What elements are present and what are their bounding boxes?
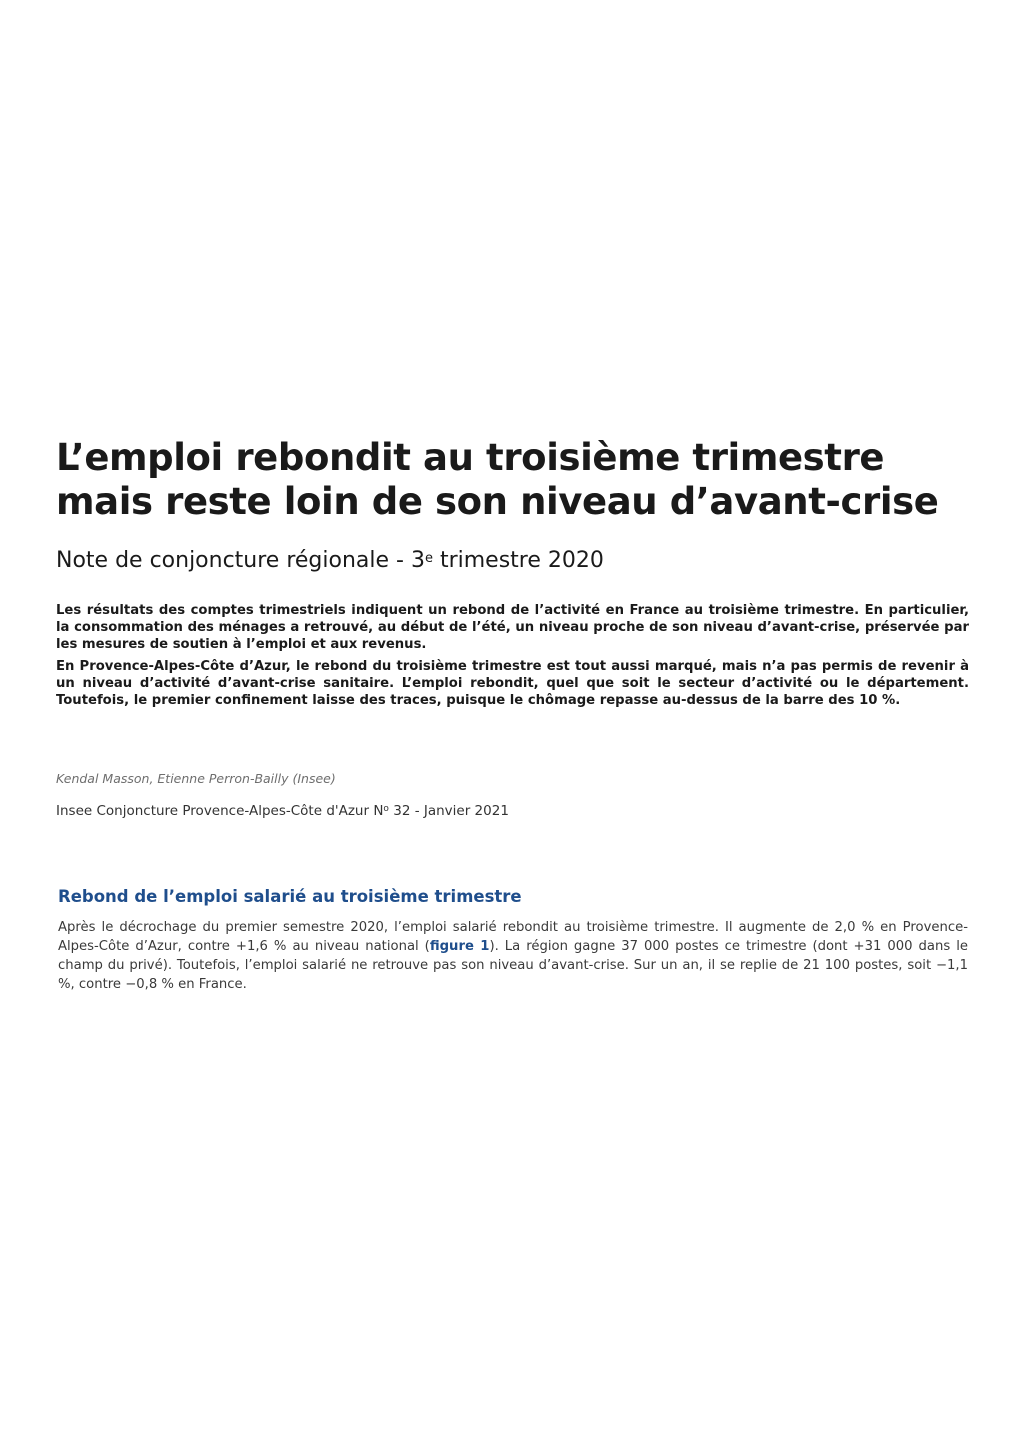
document-title-line-1: L’emploi rebondit au troisième trimestre [56,436,885,479]
publication-text: Insee Conjoncture Provence-Alpes-Côte d'Azur N [56,803,384,819]
figure-1-link[interactable]: figure 1 [429,939,490,954]
subtitle-text: Note de conjoncture régionale - 3 [56,548,425,573]
section-body-text: Après le décrochage du premier semestre 2020, l’emploi salarié rebondit au troisième trimestre. Il augmente de 2,0 % en Provence-Alpes-Côte d’Azur, contre +1,6 % au niveau national ( [58,920,968,954]
document-subtitle [56,544,696,576]
abstract-paragraph-2: En Provence-Alpes-Côte d’Azur, le rebond du troisième trimestre est tout aussi marqué, mais n’a pas permis de revenir à un niveau d’activité d’avant-crise sanitaire. L’emploi rebondit, quel que soit le secteur d’activité ou le département. Toutefois, le premier confinement laisse des traces, puisque le chômage repasse au-dessus de la barre des 10 %. [56,659,969,708]
document-title [56,436,970,524]
abstract [56,602,969,714]
document-title-line-2: mais reste loin de son niveau d’avant-crise [56,480,939,523]
section-heading: Rebond de l’emploi salarié au troisième trimestre [58,887,522,906]
publication-number-superscript: o [383,804,389,814]
authors-line: Kendal Masson, Etienne Perron-Bailly (Insee) [56,771,336,786]
section-body-text-end: ). La région gagne 37 000 postes ce trimestre (dont +31 000 dans le champ du privé). Toutefois, l’emploi salarié ne retrouve pas son niveau d’avant-crise. Sur un an, il se replie de 21 100 postes, soit −1,1 %, contre −0,8 % en France. [58,939,968,992]
subtitle-text-end: trimestre 2020 [432,548,604,573]
publication-reference [56,799,509,821]
section-body [58,918,968,994]
publication-text-end: 32 - Janvier 2021 [388,803,509,819]
abstract-paragraph-1: Les résultats des comptes trimestriels indiquent un rebond de l’activité en France au troisième trimestre. En particulier, la consommation des ménages a retrouvé, au début de l’été, un niveau proche de son niveau d’avant-crise, préservée par les mesures de soutien à l’emploi et aux revenus. [56,603,969,652]
subtitle-superscript: e [424,551,433,566]
